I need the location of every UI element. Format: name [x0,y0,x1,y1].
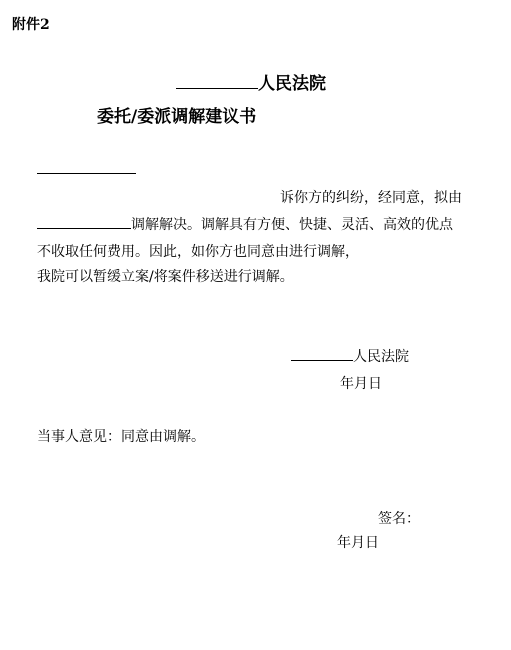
court-title-suffix: 人民法院 [258,74,326,94]
party-signature-date: 年月日 [337,535,379,551]
court-signature-blank [291,347,353,361]
body-line-2 [37,214,453,234]
court-signature [291,346,409,366]
body-line-4: 我院可以暂缓立案/将案件移送进行调解。 [37,269,294,285]
body-line-3: 不收取任何费用。因此，如你方也同意由进行调解， [37,244,359,260]
court-name-blank [176,73,258,89]
mediator-blank [37,215,131,229]
body-line-1: 诉你方的纠纷，经同意，拟由 [280,190,462,206]
addressee-blank-line [37,173,136,174]
body-line-2-text: 调解解决。调解具有方便、快捷、灵活、高效的优点 [131,217,453,233]
attachment-label: 附件2 [12,17,50,33]
party-opinion: 当事人意见：同意由调解。 [37,429,205,445]
court-signature-suffix: 人民法院 [353,349,409,365]
court-signature-date: 年月日 [340,376,382,392]
party-signature-label: 签名： [378,511,420,527]
court-title [176,69,326,94]
document-title: 委托/委派调解建议书 [97,107,257,127]
